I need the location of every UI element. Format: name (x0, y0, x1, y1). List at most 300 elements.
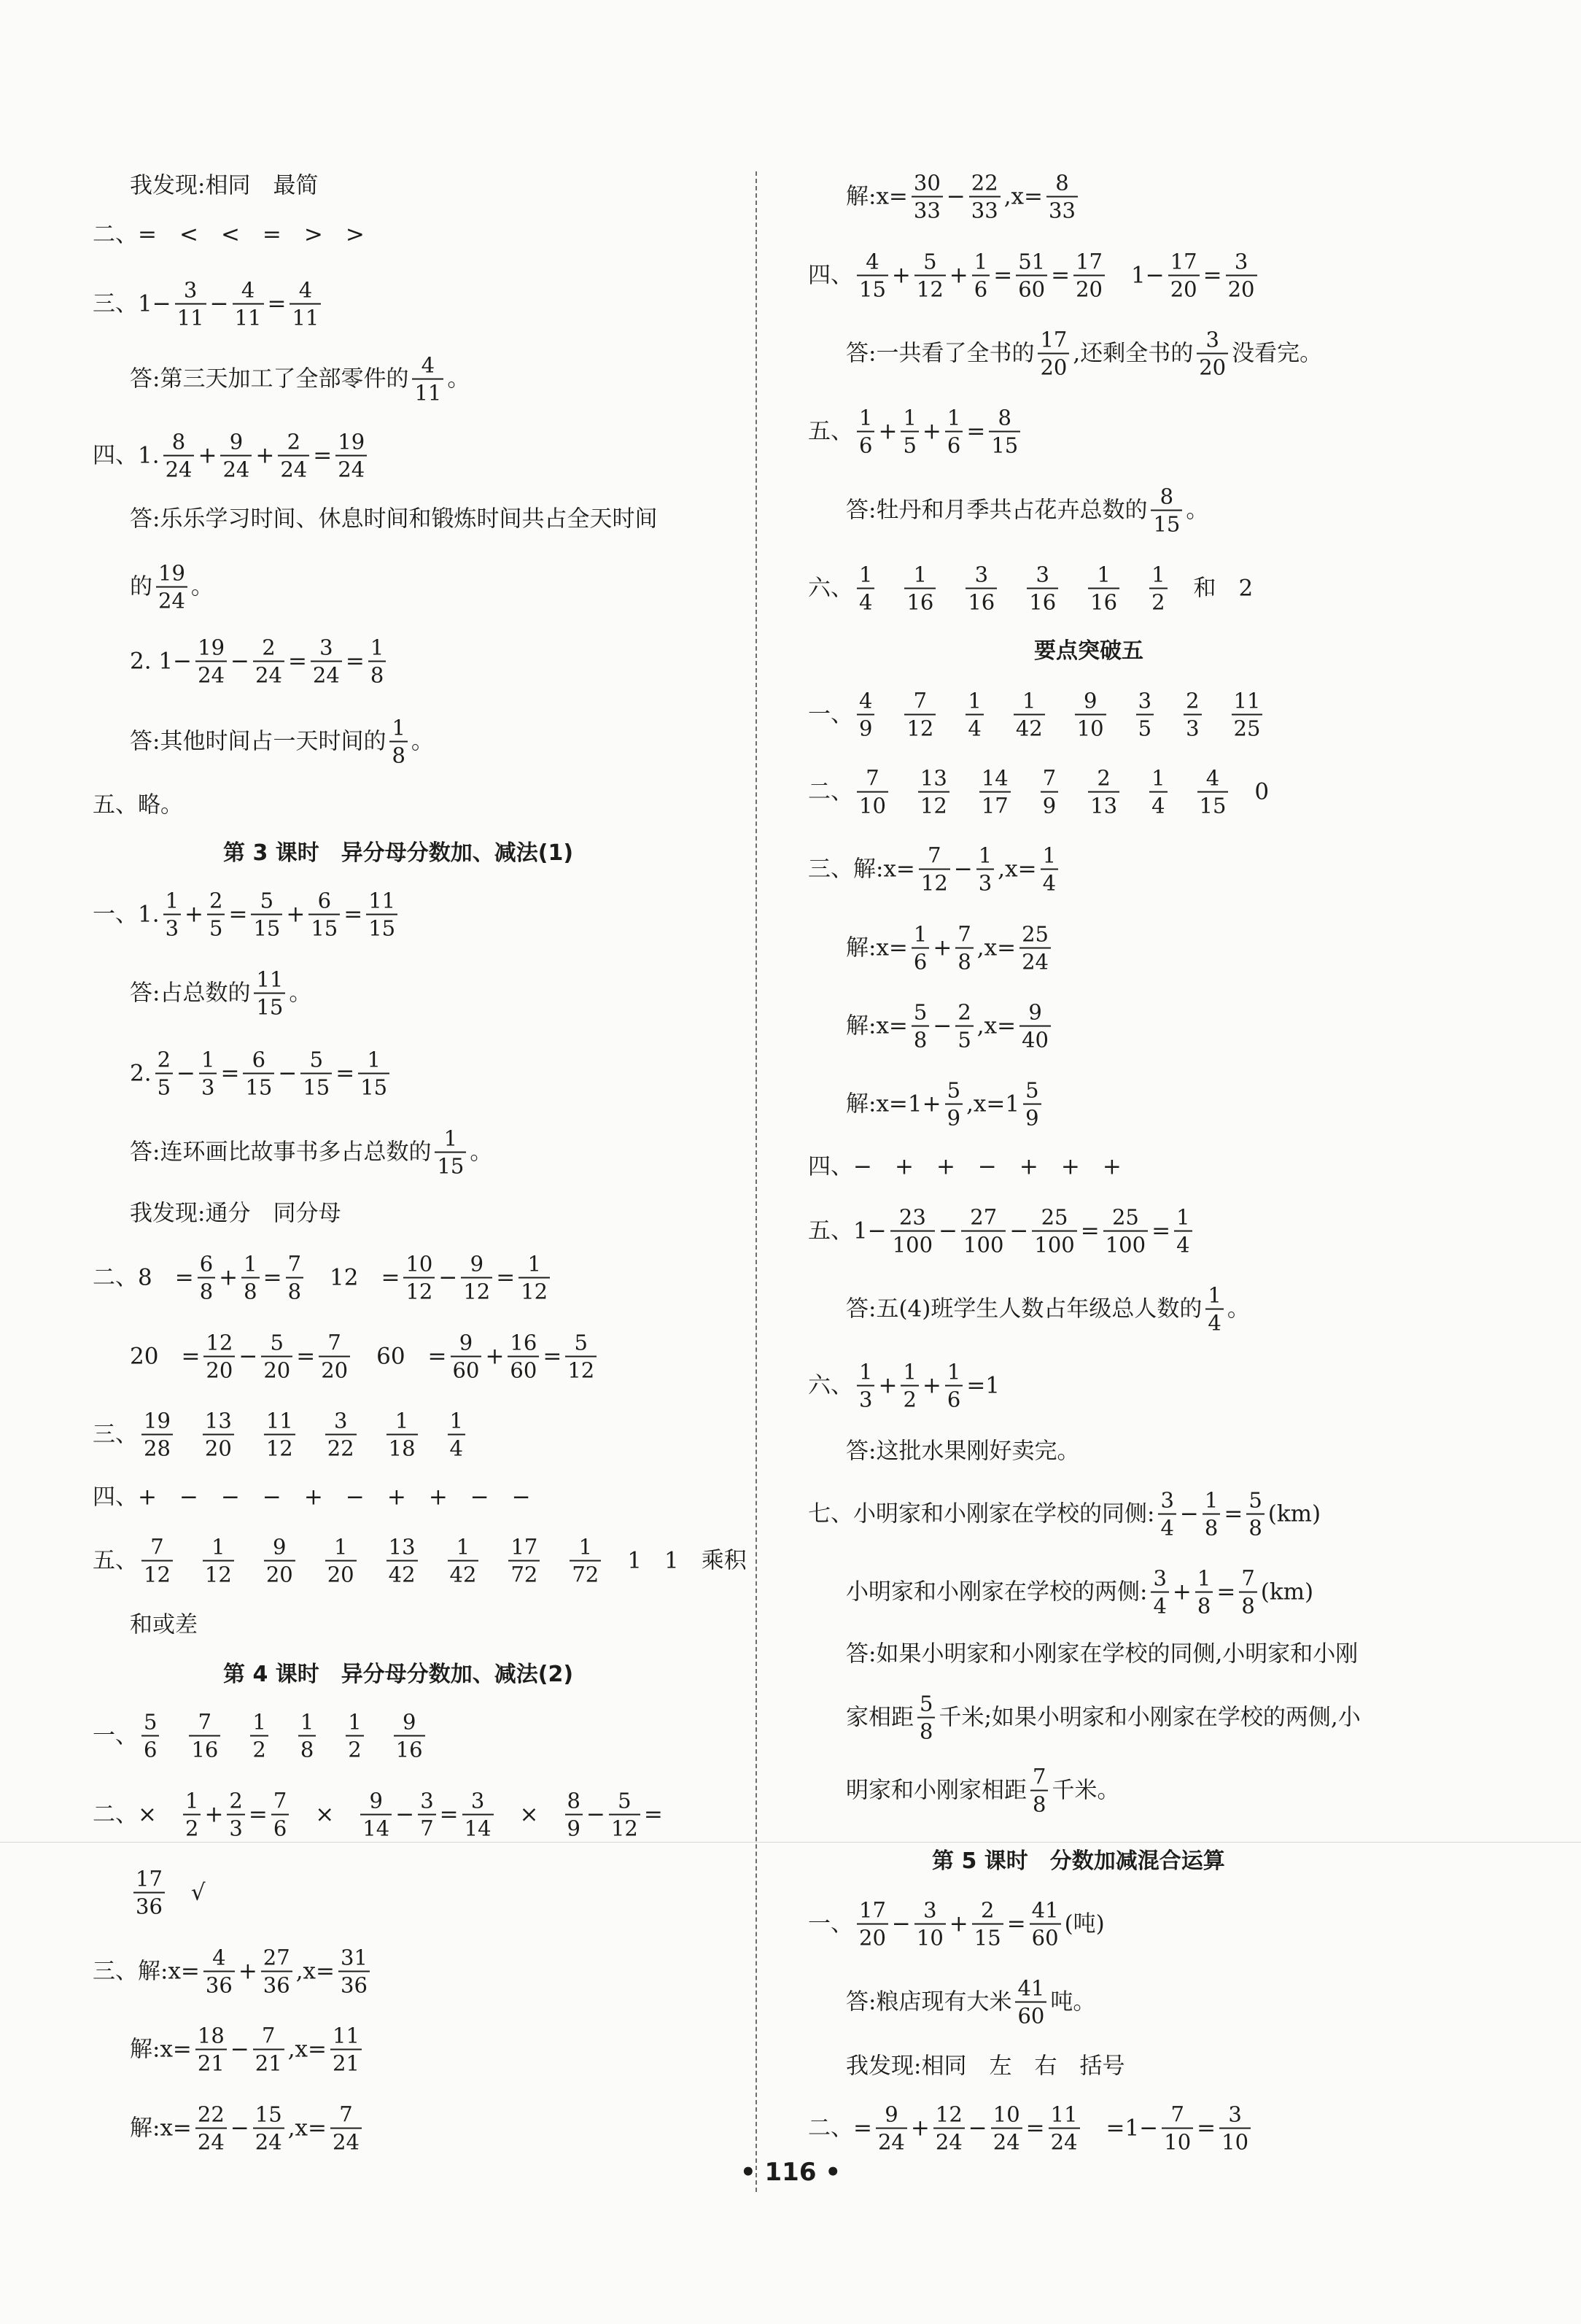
fraction-numerator: 2 (229, 1788, 243, 1813)
answer-text (1001, 578, 1023, 600)
answer-text: = (1080, 1217, 1100, 1244)
fraction-numerator: 17 (1040, 327, 1068, 352)
fraction (203, 1332, 235, 1382)
fraction-denominator: 24 (278, 455, 309, 481)
answer-text: + (255, 442, 275, 469)
fraction-numerator: 1 (913, 562, 928, 587)
answer-line (808, 2104, 1254, 2154)
fraction-numerator: 1 (913, 921, 928, 947)
fraction-denominator: 11 (233, 303, 264, 329)
fraction-denominator: 4 (1158, 1514, 1176, 1539)
answer-text (1157, 704, 1180, 727)
fraction-denominator: 8 (389, 741, 407, 767)
fraction (330, 2104, 362, 2154)
answer-line (808, 1153, 1122, 1180)
fraction-denominator: 8 (1030, 1790, 1048, 1816)
fraction (565, 1790, 583, 1840)
fraction (330, 2025, 362, 2075)
answer-text (939, 578, 962, 600)
fraction (1088, 767, 1119, 818)
fraction-denominator: 20 (1226, 275, 1257, 301)
fraction-denominator: 4 (1149, 791, 1167, 817)
fraction (1038, 329, 1069, 379)
answer-text: − (939, 1217, 958, 1244)
fraction-numerator: 3 (420, 1788, 434, 1813)
fraction-denominator: 15 (243, 1073, 274, 1099)
fraction-denominator: 24 (1049, 2128, 1080, 2153)
answer-text: = (1224, 1500, 1243, 1527)
answer-text: − (586, 1801, 605, 1828)
fraction-denominator: 12 (904, 714, 936, 740)
fraction-denominator: 15 (1151, 510, 1182, 535)
fraction (1103, 1206, 1148, 1257)
fraction (261, 1332, 292, 1382)
answer-text (543, 1550, 566, 1573)
fraction-denominator: 15 (251, 914, 282, 940)
answer-text: 三、解:x= (808, 856, 915, 883)
fraction-denominator: 8 (912, 1026, 929, 1051)
fraction-numerator: 7 (928, 843, 941, 868)
fraction-denominator: 20 (325, 1560, 357, 1586)
fraction-numerator: 3 (1036, 562, 1049, 587)
answer-text: 。 (1186, 497, 1209, 524)
answer-text: 二、 (808, 778, 853, 805)
answer-line (93, 1947, 373, 1997)
answer-text (1049, 704, 1071, 727)
fraction (175, 279, 206, 330)
fraction-denominator: 20 (203, 1434, 234, 1460)
fraction-denominator: 8 (1195, 1592, 1213, 1617)
answer-text: 和 2 (1170, 575, 1254, 602)
fraction (976, 845, 994, 895)
fraction-denominator: 60 (1030, 1924, 1061, 1949)
fraction (358, 1049, 389, 1099)
fraction-denominator: 10 (1219, 2128, 1251, 2153)
fraction (919, 845, 950, 895)
answer-text: = (345, 648, 365, 675)
fraction-denominator: 40 (1019, 1026, 1051, 1051)
answer-text: − (176, 1060, 196, 1087)
fraction-denominator: 36 (133, 1892, 165, 1918)
answer-text (1110, 704, 1133, 727)
fraction (570, 1536, 601, 1587)
answer-text (299, 1550, 322, 1573)
fraction (945, 1361, 963, 1411)
answer-line (808, 1487, 1321, 1541)
fraction-numerator: 1 (859, 1359, 873, 1384)
fraction-numerator: 1 (859, 405, 873, 430)
fraction (319, 1332, 350, 1382)
fraction-numerator: 2 (1186, 688, 1200, 713)
fraction-numerator: 1 (201, 1047, 215, 1072)
answer-line (93, 791, 183, 818)
answer-text: = (267, 290, 287, 317)
fraction (1046, 172, 1078, 222)
fraction (1151, 486, 1182, 536)
answer-text: 。 (411, 728, 434, 755)
answer-text (176, 1424, 199, 1446)
answer-text: + (949, 1910, 968, 1937)
answer-text (238, 1550, 260, 1573)
answer-text: = (287, 648, 307, 675)
answer-text (299, 1424, 322, 1446)
fraction-numerator: 10 (405, 1251, 433, 1277)
fraction-denominator: 3 (163, 914, 181, 940)
fraction-denominator: 24 (991, 2128, 1022, 2153)
fraction (1162, 2104, 1193, 2154)
fraction-denominator: 20 (857, 1924, 888, 1949)
fraction-denominator: 24 (220, 455, 252, 481)
answer-text: 解:x= (130, 2115, 192, 2142)
fraction (254, 969, 285, 1019)
answer-text: 答:乐乐学习时间、休息时间和锻炼时间共占全天时间 (130, 506, 658, 532)
answer-text: ,x= (287, 2036, 327, 2063)
fraction (966, 690, 983, 740)
fraction-denominator: 24 (335, 455, 367, 481)
fraction-denominator: 9 (1041, 791, 1058, 817)
fraction-denominator: 12 (609, 1814, 640, 1840)
answer-text: 四、 (808, 262, 853, 289)
answer-text: − (230, 648, 250, 675)
fraction-numerator: 7 (273, 1788, 287, 1813)
fraction-numerator: 8 (567, 1788, 580, 1813)
fraction-numerator: 7 (262, 2023, 276, 2048)
fraction (300, 1049, 332, 1099)
fraction (1041, 845, 1058, 895)
fraction (451, 1332, 482, 1382)
fraction-denominator: 36 (338, 1971, 370, 1996)
answer-text: + (891, 262, 911, 289)
fraction (253, 2104, 284, 2154)
answer-line (846, 1643, 1358, 1666)
fraction (857, 251, 888, 301)
fraction-denominator: 15 (857, 275, 888, 301)
answer-text: − (395, 1801, 415, 1828)
answer-text: − (946, 183, 966, 210)
fraction-numerator: 1 (978, 843, 993, 868)
answer-line (846, 1766, 1119, 1816)
answer-text: 一、 (808, 701, 853, 728)
answer-text: = (1051, 262, 1071, 289)
fraction-numerator: 11 (1233, 688, 1261, 713)
answer-text: (km) (1260, 1579, 1314, 1606)
answer-text: 三、 (93, 1421, 138, 1448)
fraction-denominator: 2 (346, 1735, 363, 1761)
answer-line (130, 969, 311, 1019)
fraction (991, 2104, 1022, 2154)
answer-text: 答:牡丹和月季共占花卉总数的 (846, 497, 1148, 524)
fraction (403, 1253, 435, 1304)
fraction-numerator: 2 (1097, 765, 1111, 791)
answer-text: + (286, 901, 306, 928)
fraction-denominator: 3 (976, 869, 994, 894)
fraction-numerator: 7 (339, 2102, 353, 2127)
fraction-numerator: 1 (395, 1408, 409, 1433)
fraction (198, 1253, 215, 1304)
answer-text (878, 704, 901, 727)
fraction (189, 1711, 220, 1762)
answer-text: − (238, 1343, 258, 1370)
answer-text: 第 4 课时 异分母分数加、减法(2) (223, 1662, 574, 1687)
fraction (609, 1790, 640, 1840)
fraction (912, 923, 929, 974)
answer-text: = (335, 1060, 355, 1087)
fraction (241, 1253, 259, 1304)
fraction (448, 1410, 465, 1460)
fraction-numerator: 9 (402, 1709, 416, 1735)
fraction (1088, 564, 1119, 614)
fraction-numerator: 1 (1204, 1487, 1219, 1513)
fraction (1073, 251, 1105, 301)
answer-text: 千米。 (1052, 1777, 1120, 1804)
fraction-denominator: 8 (286, 1277, 303, 1303)
fraction-denominator: 6 (141, 1735, 159, 1761)
fraction-numerator: 1 (244, 1251, 257, 1277)
fraction-denominator: 15 (972, 1924, 1003, 1949)
answer-line (808, 1361, 1000, 1411)
answer-text (987, 704, 1010, 727)
answer-text: 我发现:通分 同分母 (130, 1200, 341, 1227)
fraction (857, 690, 874, 740)
fraction (346, 1711, 363, 1762)
answer-text: 三、1− (93, 290, 171, 317)
fraction-numerator: 9 (369, 1788, 383, 1813)
fraction-denominator: 6 (912, 948, 929, 973)
answer-text: 一、 (808, 1910, 853, 1937)
answer-text: = (543, 1343, 562, 1370)
fraction (298, 1711, 316, 1762)
fraction-denominator: 21 (330, 2049, 362, 2075)
answer-line (846, 1975, 1096, 2029)
fraction (199, 1049, 217, 1099)
fraction-numerator: 3 (974, 562, 989, 587)
fraction-denominator: 3 (199, 1073, 217, 1099)
answer-line (130, 508, 657, 531)
answer-text: 0 (1232, 778, 1270, 805)
fraction-numerator: 12 (935, 2102, 963, 2127)
fraction-numerator: 1 (1176, 1204, 1190, 1230)
answer-text: = (966, 418, 986, 445)
fraction (1019, 999, 1051, 1053)
answer-line (808, 251, 1261, 301)
answer-text: 20 = (130, 1343, 201, 1370)
fraction-numerator: 2 (157, 1047, 171, 1072)
fraction-numerator: 4 (212, 1945, 226, 1970)
answer-text: 三、解:x= (93, 1958, 200, 1985)
fraction (933, 2104, 965, 2154)
fraction (360, 1790, 392, 1840)
fraction-numerator: 1 (1208, 1282, 1221, 1308)
answer-line (93, 1711, 429, 1762)
answer-text: = (439, 1801, 459, 1828)
fraction-denominator: 8 (955, 948, 973, 973)
fraction-denominator: 15 (254, 993, 285, 1018)
answer-text: 2. 1− (130, 648, 193, 675)
fraction-denominator: 20 (1197, 353, 1228, 379)
fraction-numerator: 25 (1111, 1204, 1139, 1230)
fraction-numerator: 14 (981, 765, 1009, 791)
answer-text (422, 1550, 444, 1573)
fraction-numerator: 5 (1248, 1487, 1262, 1513)
fraction-denominator: 14 (462, 1814, 494, 1840)
answer-text (163, 1725, 185, 1748)
answer-line (130, 1332, 600, 1382)
answer-text: 四、− + + − + + + (808, 1153, 1122, 1180)
fraction-denominator: 28 (141, 1434, 173, 1460)
fraction (195, 2025, 227, 2075)
fraction (368, 637, 386, 687)
fraction-denominator: 24 (195, 661, 227, 686)
fraction (1195, 1565, 1213, 1619)
fraction-numerator: 12 (206, 1330, 233, 1355)
fraction-numerator: 7 (1170, 2102, 1184, 2127)
fraction (1239, 1565, 1256, 1619)
answer-line (93, 279, 325, 330)
answer-line (130, 352, 470, 406)
fraction-denominator: 3 (227, 1814, 244, 1840)
fraction-denominator: 15 (435, 1152, 466, 1177)
answer-line (846, 999, 1054, 1053)
answer-text: = (313, 442, 333, 469)
fraction-denominator: 8 (368, 661, 386, 686)
fraction-numerator: 25 (1022, 921, 1049, 947)
answer-text (482, 1550, 505, 1573)
fraction-numerator: 1 (974, 249, 988, 274)
fraction (264, 1536, 295, 1587)
fraction-numerator: 1 (300, 1709, 314, 1735)
fraction-denominator: 14 (360, 1814, 392, 1840)
fraction (904, 564, 936, 614)
answer-text: + (1172, 1579, 1192, 1606)
fraction-numerator: 3 (1160, 1487, 1174, 1513)
fraction-denominator: 4 (1151, 1592, 1168, 1617)
fraction-denominator: 36 (203, 1971, 235, 1996)
answer-text: = (343, 901, 363, 928)
answer-text: 答:这批水果刚好卖完。 (846, 1438, 1080, 1465)
answer-text: 四、+ − − − + − + + − − (93, 1484, 531, 1511)
answer-text: − (438, 1264, 458, 1291)
fraction-numerator: 27 (263, 1945, 290, 1970)
fraction-numerator: 11 (1050, 2102, 1078, 2127)
fraction-numerator: 27 (970, 1204, 998, 1230)
fraction (250, 1711, 268, 1762)
fraction-denominator: 2 (250, 1735, 268, 1761)
fraction-denominator: 5 (901, 431, 918, 457)
fraction-denominator: 33 (1046, 196, 1078, 222)
fraction-numerator: 7 (1033, 1764, 1046, 1789)
fraction (203, 1947, 235, 1997)
answer-text (422, 1424, 444, 1446)
answer-line (130, 1049, 393, 1099)
answer-line (130, 717, 434, 767)
fraction-numerator: 8 (1055, 170, 1069, 195)
fraction-denominator: 20 (264, 1560, 295, 1586)
fraction (1136, 690, 1154, 740)
fraction-denominator: 5 (955, 1026, 973, 1051)
answer-text: 答:粮店现有大米 (846, 1988, 1012, 2015)
fraction-numerator: 9 (459, 1330, 473, 1355)
answer-line (808, 407, 1024, 457)
answer-text: + (204, 1801, 224, 1828)
fraction-denominator: 42 (1014, 714, 1045, 740)
answer-text: 。 (1227, 1295, 1250, 1322)
answer-text: = (496, 1264, 516, 1291)
answer-text: 。 (447, 365, 470, 392)
fraction-numerator: 51 (1018, 249, 1046, 274)
section-heading (223, 1664, 573, 1686)
answer-text: 六、 (808, 575, 853, 602)
fraction (1041, 767, 1058, 818)
fraction-denominator: 60 (451, 1356, 482, 1382)
answer-text: 60 = (354, 1343, 447, 1370)
fraction-numerator: 1 (370, 635, 384, 660)
fraction-denominator: 12 (565, 1356, 597, 1382)
answer-text: 第 5 课时 分数加减混合运算 (932, 1848, 1225, 1874)
fraction-denominator: 8 (298, 1735, 316, 1761)
fraction-denominator: 24 (330, 2128, 362, 2153)
fraction-denominator: 33 (969, 196, 1001, 222)
fraction-denominator: 15 (366, 914, 397, 940)
fraction-numerator: 5 (618, 1788, 632, 1813)
fraction (251, 890, 282, 940)
fraction-denominator: 24 (311, 661, 342, 686)
fraction (141, 1410, 173, 1460)
fraction-denominator: 15 (300, 1073, 332, 1099)
fraction-numerator: 6 (252, 1047, 266, 1072)
answer-text (319, 1725, 342, 1748)
fraction-denominator: 20 (203, 1356, 235, 1382)
answer-text (892, 781, 914, 804)
answer-text: − (230, 2036, 249, 2063)
answer-line (93, 890, 401, 940)
fraction-numerator: 3 (183, 277, 198, 303)
fraction-numerator: 4 (298, 277, 313, 303)
fraction-denominator: 10 (914, 1924, 946, 1949)
answer-text (238, 1424, 260, 1446)
fraction-numerator: 13 (388, 1534, 416, 1560)
fraction (412, 352, 443, 406)
answer-text: =1− (1083, 2115, 1159, 2142)
fraction (914, 251, 946, 301)
fraction (290, 279, 321, 330)
answer-line (130, 1200, 341, 1227)
fraction-denominator: 6 (857, 431, 874, 457)
fraction-denominator: 4 (857, 588, 874, 613)
fraction-numerator: 1 (968, 688, 982, 713)
fraction (220, 431, 252, 481)
fraction-numerator: 9 (273, 1534, 287, 1560)
fraction (1016, 251, 1047, 301)
fraction (1246, 1487, 1264, 1541)
fraction-numerator: 7 (913, 688, 928, 713)
fraction (565, 1332, 597, 1382)
answer-text (878, 578, 901, 600)
fraction-numerator: 4 (866, 249, 879, 274)
fraction (163, 890, 181, 940)
fraction-denominator: 20 (1038, 353, 1069, 379)
fraction-numerator: 5 (260, 888, 274, 913)
answer-text: 我发现:相同 最简 (130, 172, 319, 199)
answer-text: 和或差 (130, 1611, 198, 1638)
fraction-denominator: 42 (448, 1560, 479, 1586)
answer-text: 一、1. (93, 901, 160, 928)
answer-text: 解:x= (846, 934, 908, 961)
fraction-numerator: 9 (885, 2102, 898, 2127)
fraction-denominator: 11 (290, 303, 321, 329)
answer-text: 二、= < < = > > (93, 221, 365, 248)
fraction-denominator: 8 (1246, 1514, 1264, 1539)
fraction-numerator: 1 (527, 1251, 541, 1277)
